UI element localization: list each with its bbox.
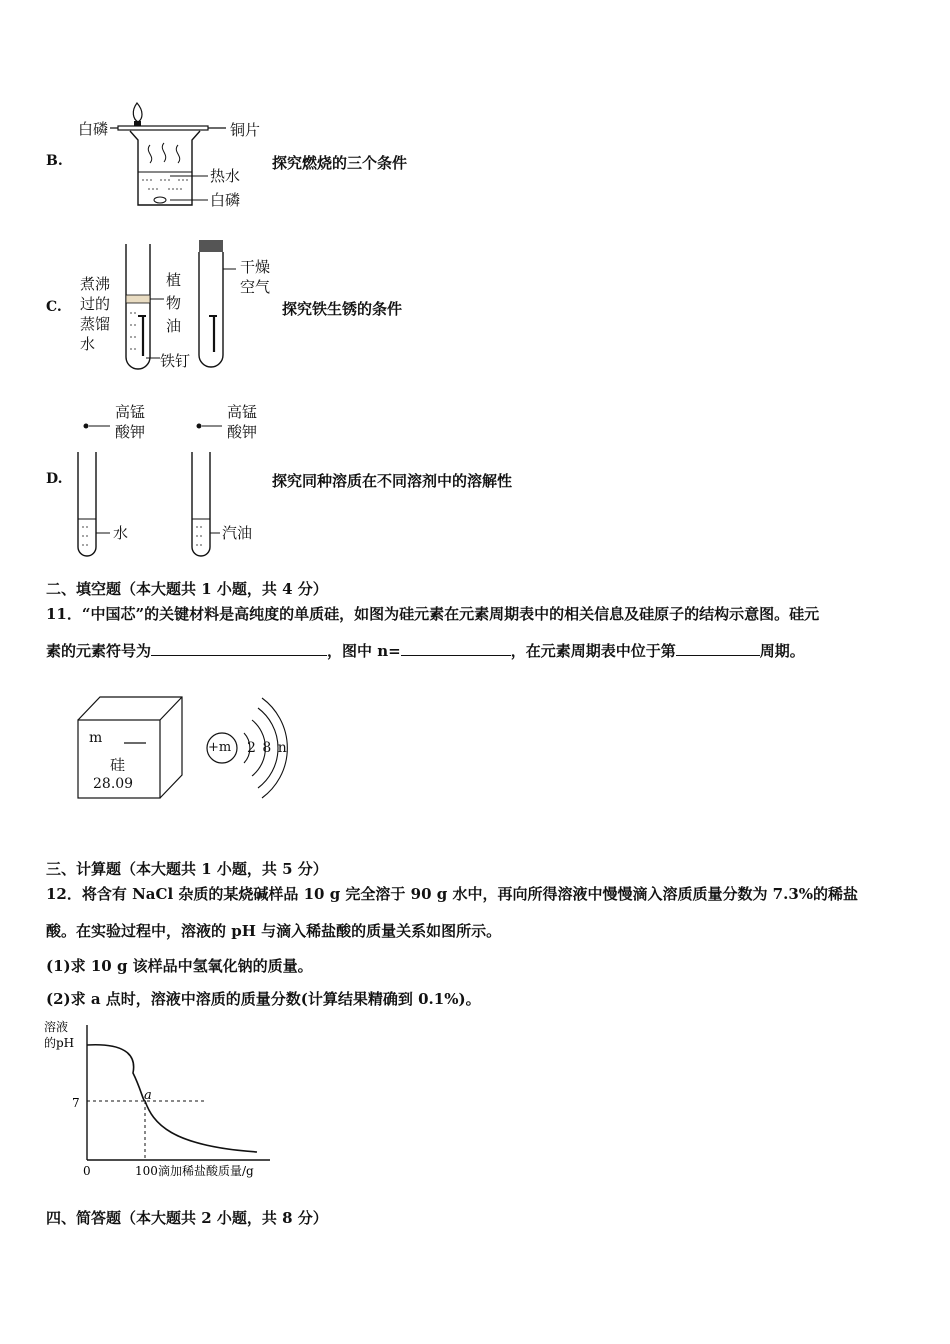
atom-nucleus: +m — [208, 740, 232, 755]
option-b-description: 探究燃烧的三个条件 — [272, 154, 408, 172]
y-tick-7: 7 — [72, 1096, 80, 1110]
y-axis-label-2: 的pH — [44, 1036, 75, 1050]
label-gasoline: 汽油 — [222, 524, 253, 542]
label-vegetable-oil: 植 物 油 — [166, 271, 182, 335]
element-cell-mass: 28.09 — [93, 776, 134, 792]
q12-line-1: 12．将含有 NaCl 杂质的某烧碱样品 10 g 完全溶于 90 g 水中，再向所得溶液中慢慢滴入溶质质量分数为 7.3%的稀盐 — [46, 885, 859, 903]
atom-shells: 2 8 n — [247, 740, 288, 756]
ph-curve — [87, 1045, 257, 1152]
label-copper-sheet: 铜片 — [230, 121, 261, 139]
element-cell-name: 硅 — [110, 756, 126, 774]
label-kmno4-a: 高锰 酸钾 — [115, 403, 146, 441]
section-4-title: 四、简答题（本大题共 2 小题，共 8 分） — [46, 1209, 328, 1227]
x-tick-100: 100 — [135, 1164, 158, 1178]
option-b-letter: B. — [46, 153, 63, 169]
element-cell-m: m — [89, 730, 103, 746]
label-water: 水 — [113, 524, 129, 542]
section-3-title: 三、计算题（本大题共 1 小题，共 5 分） — [46, 860, 328, 878]
label-hot-water: 热水 — [210, 167, 241, 185]
ph-chart — [40, 1015, 320, 1185]
q11-line-2: 素的元素符号为 ，图中 n= ，在元素周期表中位于第 周期。 — [46, 642, 805, 660]
q11-line-1: 11．“中国芯”的关键材料是高纯度的单质硅，如图为硅元素在元素周期表中的相关信息及硅原子的结构示意图。硅元 — [46, 605, 820, 623]
option-c-description: 探究铁生锈的条件 — [282, 300, 403, 318]
x-axis-label: 滴加稀盐酸质量/g — [158, 1164, 254, 1178]
label-kmno4-b: 高锰 酸钾 — [227, 403, 258, 441]
section-2-title: 二、填空题（本大题共 1 小题，共 4 分） — [46, 580, 328, 598]
label-dry-air: 干燥 空气 — [240, 258, 271, 296]
x-tick-0: 0 — [83, 1164, 91, 1178]
label-white-phosphorus-top: 白磷 — [78, 120, 109, 138]
option-d-description: 探究同种溶质在不同溶剂中的溶解性 — [272, 472, 513, 490]
option-c-letter: C. — [46, 299, 62, 315]
q12-sub-2: (2)求 a 点时，溶液中溶质的质量分数(计算结果精确到 0.1%)。 — [46, 990, 481, 1008]
q12-line-2: 酸。在实验过程中，溶液的 pH 与滴入稀盐酸的质量关系如图所示。 — [46, 922, 502, 940]
y-axis-label-1: 溶液 — [44, 1020, 69, 1034]
option-d-letter: D. — [46, 471, 63, 487]
label-white-phosphorus-bottom: 白磷 — [210, 191, 241, 209]
q12-sub-1: (1)求 10 g 该样品中氢氧化钠的质量。 — [46, 957, 313, 975]
point-a-label: a — [144, 1088, 152, 1103]
label-boiled-water: 煮沸 过的 蒸馏 水 — [80, 275, 111, 353]
label-iron-nail: 铁钉 — [160, 352, 191, 370]
